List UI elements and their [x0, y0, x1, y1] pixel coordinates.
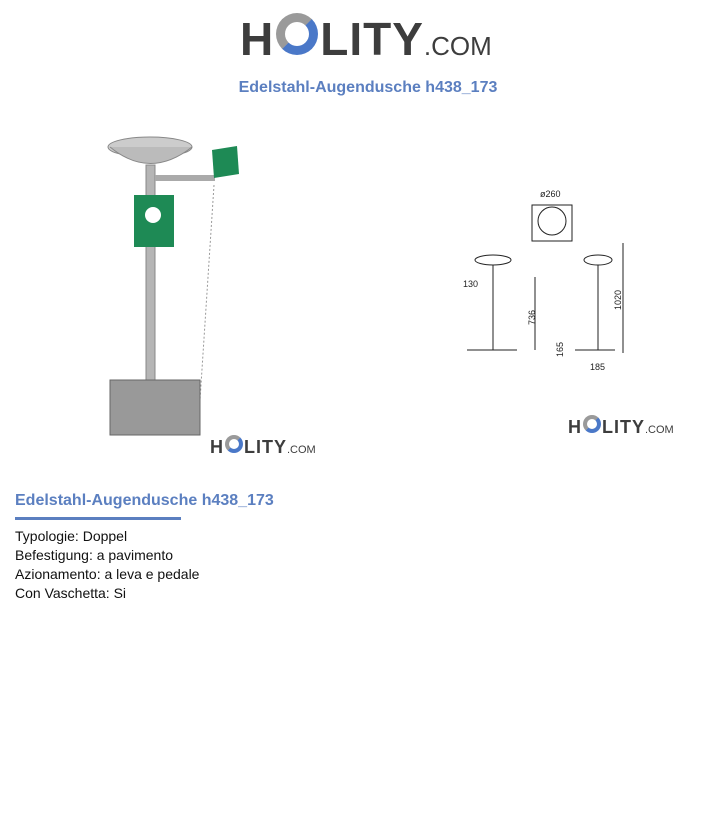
holity-logo[interactable]	[240, 12, 492, 66]
spec-item: Befestigung: a pavimento	[15, 547, 173, 563]
spec-list	[15, 527, 199, 603]
page-title: Edelstahl-Augendusche h438_173	[238, 79, 498, 96]
logo-text: H	[240, 13, 275, 65]
technical-drawing	[455, 185, 640, 380]
watermark-logo	[210, 435, 316, 458]
spec-item: Con Vaschetta: Si	[15, 585, 127, 601]
logo-suffix: .COM	[645, 424, 674, 436]
logo-o-icon	[583, 415, 601, 433]
logo-suffix: .COM	[423, 31, 492, 61]
logo-o-icon	[225, 435, 243, 453]
product-title: Edelstahl-Augendusche h438_173	[15, 492, 274, 509]
title-underline	[15, 517, 181, 520]
dim-label: 1020	[613, 289, 623, 310]
product-photo	[100, 125, 250, 445]
dim-label: 130	[463, 279, 479, 289]
logo-text: LITY	[244, 437, 287, 457]
spec-item: Azionamento: a leva e pedale	[15, 566, 200, 582]
dim-label: 165	[555, 341, 565, 357]
dim-label: 736	[527, 309, 537, 325]
logo-text: LITY	[320, 13, 424, 65]
logo-text: LITY	[602, 417, 645, 437]
dim-label: ø260	[540, 189, 561, 199]
spec-item: Typologie: Doppel	[15, 528, 128, 544]
logo-o-icon	[276, 13, 318, 55]
watermark-logo	[568, 415, 674, 438]
logo-text: H	[210, 437, 224, 457]
logo-suffix: .COM	[287, 444, 316, 456]
dim-label: 185	[590, 362, 606, 372]
logo-text: H	[568, 417, 582, 437]
